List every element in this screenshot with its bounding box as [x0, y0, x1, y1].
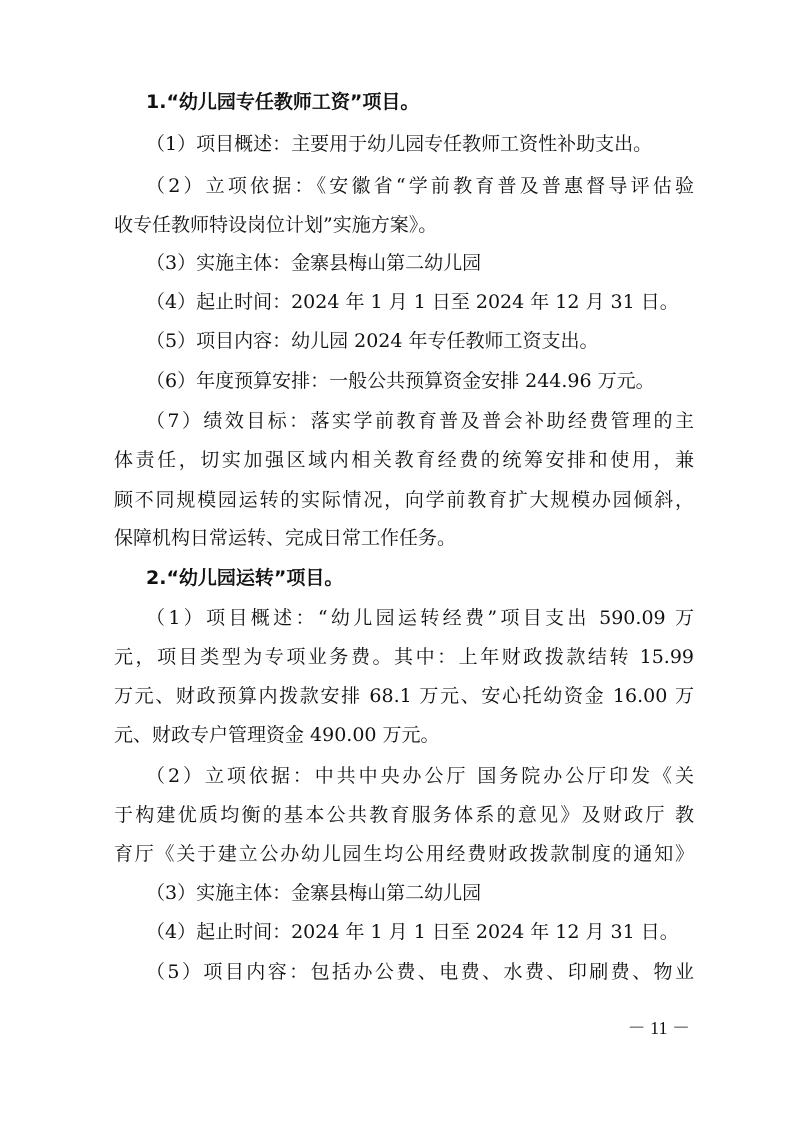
section-heading-1: 1.“幼儿园专任教师工资”项目。: [146, 91, 420, 113]
paragraph-line: （7）绩效目标：落实学前教育普及普会补助经费管理的主: [146, 410, 694, 432]
section-heading-2: 2.“幼儿园运转”项目。: [146, 567, 344, 589]
paragraph-line: 顾不同规模园运转的实际情况，向学前教育扩大规模办园倾斜，: [114, 489, 694, 511]
paragraph-line: （6）年度预算安排：一般公共预算资金安排 244.96 万元。: [146, 370, 655, 392]
paragraph-line: 元、财政专户管理资金 490.00 万元。: [114, 724, 440, 746]
paragraph-line: （4）起止时间：2024 年 1 月 1 日至 2024 年 12 月 31 日。: [146, 921, 679, 943]
paragraph-line: （5）项目内容：幼儿园 2024 年专任教师工资支出。: [146, 330, 599, 352]
paragraph-line: （2）立项依据：《安徽省“学前教育普及普惠督导评估验: [146, 175, 694, 197]
paragraph-line: （3）实施主体：金寨县梅山第二幼儿园: [146, 882, 482, 904]
paragraph-line: 体责任，切实加强区域内相关教育经费的统筹安排和使用，兼: [114, 449, 694, 471]
paragraph-line: （5）项目内容：包括办公费、电费、水费、印刷费、物业: [146, 961, 694, 983]
paragraph-line: 元，项目类型为专项业务费。其中：上年财政拨款结转 15.99: [114, 646, 694, 668]
paragraph-line: 于构建优质均衡的基本公共教育服务体系的意见》及财政厅 教: [114, 804, 694, 826]
paragraph-line: （1）项目概述：主要用于幼儿园专任教师工资性补助支出。: [146, 133, 653, 155]
paragraph-line: （2）立项依据：中共中央办公厅 国务院办公厅印发《关: [146, 765, 694, 787]
paragraph-line: 收专任教师特设岗位计划”实施方案》。: [114, 214, 438, 236]
paragraph-line: （1）项目概述：“幼儿园运转经费”项目支出 590.09 万: [146, 607, 694, 629]
paragraph-line: 保障机构日常运转、完成日常工作任务。: [114, 527, 457, 549]
paragraph-line: （3）实施主体：金寨县梅山第二幼儿园: [146, 252, 482, 274]
page-number: － 11 －: [627, 1018, 690, 1038]
paragraph-line: 万元、财政预算内拨款安排 68.1 万元、安心托幼资金 16.00 万: [114, 685, 694, 707]
paragraph-line: 育厅《关于建立公办幼儿园生均公用经费财政拨款制度的通知》: [114, 843, 694, 865]
paragraph-line: （4）起止时间：2024 年 1 月 1 日至 2024 年 12 月 31 日。: [146, 291, 679, 313]
